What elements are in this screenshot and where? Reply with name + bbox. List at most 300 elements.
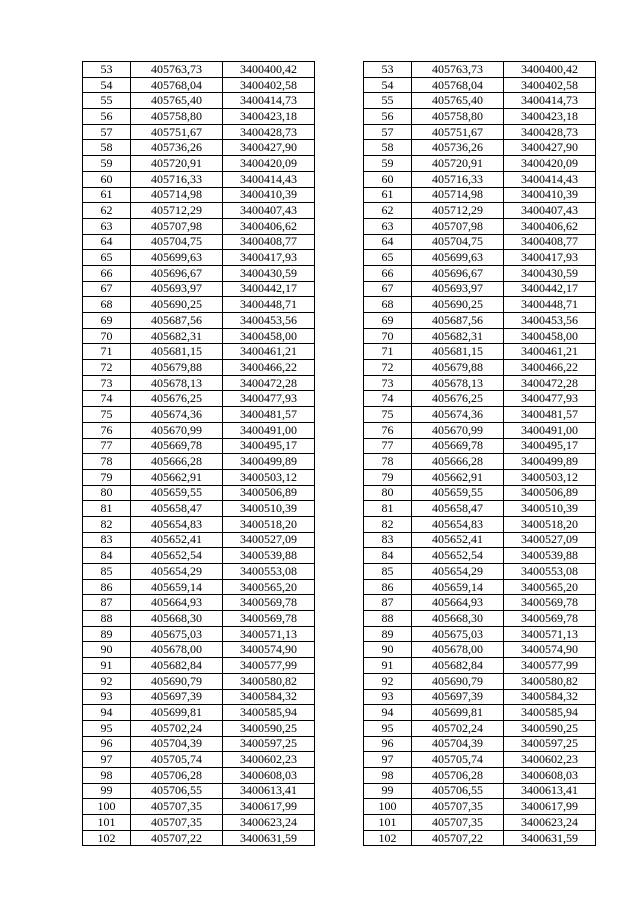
right-point-number-cell: 65 [364,250,412,266]
right-y-coordinate-cell: 3400585,94 [504,705,596,721]
left-y-coordinate-cell: 3400527,09 [223,532,315,548]
left-y-coordinate-cell: 3400442,17 [223,281,315,297]
left-point-number-cell: 96 [83,736,131,752]
right-x-coordinate-cell: 405693,97 [412,281,504,297]
right-y-coordinate-cell: 3400448,71 [504,297,596,313]
right-x-coordinate-cell: 405652,41 [412,532,504,548]
right-x-coordinate-cell: 405666,28 [412,454,504,470]
right-y-coordinate-cell: 3400553,08 [504,564,596,580]
left-x-coordinate-cell: 405699,63 [131,250,223,266]
left-y-coordinate-cell: 3400423,18 [223,109,315,125]
column-gap [315,187,364,203]
left-y-coordinate-cell: 3400569,78 [223,595,315,611]
left-point-number-cell: 60 [83,171,131,187]
right-point-number-cell: 57 [364,124,412,140]
right-point-number-cell: 70 [364,328,412,344]
left-x-coordinate-cell: 405714,98 [131,187,223,203]
left-x-coordinate-cell: 405707,98 [131,218,223,234]
column-gap [315,375,364,391]
left-x-coordinate-cell: 405670,99 [131,422,223,438]
left-x-coordinate-cell: 405664,93 [131,595,223,611]
right-x-coordinate-cell: 405697,39 [412,689,504,705]
right-point-number-cell: 84 [364,548,412,564]
column-gap [315,140,364,156]
right-x-coordinate-cell: 405736,26 [412,140,504,156]
left-x-coordinate-cell: 405699,81 [131,705,223,721]
table-row [83,642,596,658]
table-row [83,171,596,187]
table-row [83,689,596,705]
right-x-coordinate-cell: 405678,13 [412,375,504,391]
left-y-coordinate-cell: 3400477,93 [223,391,315,407]
left-point-number-cell: 90 [83,642,131,658]
left-x-coordinate-cell: 405690,25 [131,297,223,313]
left-y-coordinate-cell: 3400608,03 [223,767,315,783]
left-x-coordinate-cell: 405676,25 [131,391,223,407]
column-gap [315,626,364,642]
left-x-coordinate-cell: 405712,29 [131,203,223,219]
right-x-coordinate-cell: 405676,25 [412,391,504,407]
column-gap [315,689,364,705]
left-y-coordinate-cell: 3400565,20 [223,579,315,595]
left-y-coordinate-cell: 3400574,90 [223,642,315,658]
right-point-number-cell: 53 [364,62,412,78]
left-point-number-cell: 88 [83,611,131,627]
right-point-number-cell: 83 [364,532,412,548]
right-point-number-cell: 68 [364,297,412,313]
left-y-coordinate-cell: 3400539,88 [223,548,315,564]
right-y-coordinate-cell: 3400491,00 [504,422,596,438]
left-point-number-cell: 94 [83,705,131,721]
left-x-coordinate-cell: 405678,00 [131,642,223,658]
right-x-coordinate-cell: 405758,80 [412,109,504,125]
right-y-coordinate-cell: 3400623,24 [504,815,596,831]
right-y-coordinate-cell: 3400408,77 [504,234,596,250]
left-x-coordinate-cell: 405659,55 [131,485,223,501]
left-x-coordinate-cell: 405654,83 [131,516,223,532]
left-point-number-cell: 99 [83,783,131,799]
column-gap [315,407,364,423]
column-gap [315,77,364,93]
left-point-number-cell: 81 [83,501,131,517]
left-point-number-cell: 82 [83,516,131,532]
left-point-number-cell: 98 [83,767,131,783]
right-x-coordinate-cell: 405716,33 [412,171,504,187]
column-gap [315,516,364,532]
right-y-coordinate-cell: 3400617,99 [504,799,596,815]
left-x-coordinate-cell: 405679,88 [131,360,223,376]
left-y-coordinate-cell: 3400472,28 [223,375,315,391]
column-gap [315,344,364,360]
table-row [83,344,596,360]
left-point-number-cell: 78 [83,454,131,470]
table-row [83,422,596,438]
right-point-number-cell: 58 [364,140,412,156]
column-gap [315,736,364,752]
right-y-coordinate-cell: 3400420,09 [504,156,596,172]
right-y-coordinate-cell: 3400602,23 [504,752,596,768]
column-gap [315,501,364,517]
right-point-number-cell: 69 [364,313,412,329]
right-x-coordinate-cell: 405707,98 [412,218,504,234]
right-y-coordinate-cell: 3400569,78 [504,595,596,611]
column-gap [315,830,364,846]
table-row [83,564,596,580]
right-y-coordinate-cell: 3400466,22 [504,360,596,376]
right-x-coordinate-cell: 405690,79 [412,673,504,689]
right-point-number-cell: 62 [364,203,412,219]
left-y-coordinate-cell: 3400510,39 [223,501,315,517]
right-x-coordinate-cell: 405705,74 [412,752,504,768]
right-x-coordinate-cell: 405751,67 [412,124,504,140]
right-x-coordinate-cell: 405681,15 [412,344,504,360]
right-point-number-cell: 86 [364,579,412,595]
left-x-coordinate-cell: 405678,13 [131,375,223,391]
left-y-coordinate-cell: 3400420,09 [223,156,315,172]
table-row [83,156,596,172]
left-x-coordinate-cell: 405758,80 [131,109,223,125]
right-point-number-cell: 74 [364,391,412,407]
left-x-coordinate-cell: 405768,04 [131,77,223,93]
right-y-coordinate-cell: 3400518,20 [504,516,596,532]
left-point-number-cell: 89 [83,626,131,642]
left-y-coordinate-cell: 3400428,73 [223,124,315,140]
table-row [83,548,596,564]
left-y-coordinate-cell: 3400400,42 [223,62,315,78]
column-gap [315,124,364,140]
right-x-coordinate-cell: 405690,25 [412,297,504,313]
right-x-coordinate-cell: 405704,75 [412,234,504,250]
right-point-number-cell: 76 [364,422,412,438]
table-row [83,218,596,234]
right-x-coordinate-cell: 405768,04 [412,77,504,93]
table-row [83,313,596,329]
right-y-coordinate-cell: 3400613,41 [504,783,596,799]
left-y-coordinate-cell: 3400597,25 [223,736,315,752]
right-point-number-cell: 94 [364,705,412,721]
right-point-number-cell: 55 [364,93,412,109]
right-y-coordinate-cell: 3400597,25 [504,736,596,752]
right-y-coordinate-cell: 3400442,17 [504,281,596,297]
left-point-number-cell: 66 [83,265,131,281]
column-gap [315,642,364,658]
right-x-coordinate-cell: 405707,35 [412,799,504,815]
table-row [83,203,596,219]
left-y-coordinate-cell: 3400481,57 [223,407,315,423]
right-x-coordinate-cell: 405682,84 [412,658,504,674]
right-y-coordinate-cell: 3400427,90 [504,140,596,156]
left-y-coordinate-cell: 3400453,56 [223,313,315,329]
left-y-coordinate-cell: 3400503,12 [223,469,315,485]
right-point-number-cell: 90 [364,642,412,658]
table-row [83,360,596,376]
right-y-coordinate-cell: 3400577,99 [504,658,596,674]
right-y-coordinate-cell: 3400569,78 [504,611,596,627]
table-row [83,595,596,611]
table-row [83,124,596,140]
left-x-coordinate-cell: 405669,78 [131,438,223,454]
left-x-coordinate-cell: 405706,28 [131,767,223,783]
column-gap [315,673,364,689]
table-row [83,454,596,470]
table-row [83,579,596,595]
right-y-coordinate-cell: 3400406,62 [504,218,596,234]
right-x-coordinate-cell: 405706,55 [412,783,504,799]
table-row [83,438,596,454]
right-y-coordinate-cell: 3400472,28 [504,375,596,391]
column-gap [315,595,364,611]
right-point-number-cell: 82 [364,516,412,532]
table-row [83,375,596,391]
table-row [83,469,596,485]
left-point-number-cell: 77 [83,438,131,454]
left-point-number-cell: 69 [83,313,131,329]
left-y-coordinate-cell: 3400499,89 [223,454,315,470]
table-row [83,250,596,266]
left-x-coordinate-cell: 405682,31 [131,328,223,344]
left-point-number-cell: 67 [83,281,131,297]
right-x-coordinate-cell: 405654,29 [412,564,504,580]
column-gap [315,313,364,329]
right-y-coordinate-cell: 3400584,32 [504,689,596,705]
left-point-number-cell: 95 [83,720,131,736]
right-x-coordinate-cell: 405699,81 [412,705,504,721]
right-y-coordinate-cell: 3400414,43 [504,171,596,187]
right-x-coordinate-cell: 405707,22 [412,830,504,846]
right-point-number-cell: 92 [364,673,412,689]
column-gap [315,783,364,799]
right-point-number-cell: 96 [364,736,412,752]
right-y-coordinate-cell: 3400499,89 [504,454,596,470]
right-point-number-cell: 80 [364,485,412,501]
table-row [83,720,596,736]
right-y-coordinate-cell: 3400503,12 [504,469,596,485]
right-point-number-cell: 63 [364,218,412,234]
left-x-coordinate-cell: 405654,29 [131,564,223,580]
right-point-number-cell: 66 [364,265,412,281]
right-x-coordinate-cell: 405682,31 [412,328,504,344]
right-y-coordinate-cell: 3400565,20 [504,579,596,595]
table-row [83,109,596,125]
right-x-coordinate-cell: 405699,63 [412,250,504,266]
left-y-coordinate-cell: 3400580,82 [223,673,315,689]
right-point-number-cell: 81 [364,501,412,517]
table-row [83,93,596,109]
left-point-number-cell: 73 [83,375,131,391]
left-point-number-cell: 100 [83,799,131,815]
left-y-coordinate-cell: 3400458,00 [223,328,315,344]
table-row [83,77,596,93]
left-y-coordinate-cell: 3400402,58 [223,77,315,93]
column-gap [315,720,364,736]
right-x-coordinate-cell: 405668,30 [412,611,504,627]
left-x-coordinate-cell: 405693,97 [131,281,223,297]
table-row [83,407,596,423]
left-point-number-cell: 63 [83,218,131,234]
left-x-coordinate-cell: 405706,55 [131,783,223,799]
right-point-number-cell: 79 [364,469,412,485]
right-point-number-cell: 54 [364,77,412,93]
right-y-coordinate-cell: 3400402,58 [504,77,596,93]
column-gap [315,156,364,172]
table-row [83,658,596,674]
left-x-coordinate-cell: 405751,67 [131,124,223,140]
column-gap [315,93,364,109]
right-point-number-cell: 77 [364,438,412,454]
left-x-coordinate-cell: 405707,35 [131,799,223,815]
left-x-coordinate-cell: 405675,03 [131,626,223,642]
column-gap [315,171,364,187]
left-y-coordinate-cell: 3400417,93 [223,250,315,266]
right-x-coordinate-cell: 405659,14 [412,579,504,595]
right-x-coordinate-cell: 405706,28 [412,767,504,783]
left-y-coordinate-cell: 3400553,08 [223,564,315,580]
left-y-coordinate-cell: 3400613,41 [223,783,315,799]
left-y-coordinate-cell: 3400414,43 [223,171,315,187]
right-y-coordinate-cell: 3400430,59 [504,265,596,281]
left-y-coordinate-cell: 3400584,32 [223,689,315,705]
column-gap [315,250,364,266]
right-y-coordinate-cell: 3400461,21 [504,344,596,360]
left-y-coordinate-cell: 3400461,21 [223,344,315,360]
column-gap [315,281,364,297]
right-y-coordinate-cell: 3400506,89 [504,485,596,501]
left-y-coordinate-cell: 3400448,71 [223,297,315,313]
right-y-coordinate-cell: 3400400,42 [504,62,596,78]
left-y-coordinate-cell: 3400414,73 [223,93,315,109]
left-point-number-cell: 54 [83,77,131,93]
left-x-coordinate-cell: 405668,30 [131,611,223,627]
right-x-coordinate-cell: 405712,29 [412,203,504,219]
right-x-coordinate-cell: 405696,67 [412,265,504,281]
left-x-coordinate-cell: 405707,35 [131,815,223,831]
right-y-coordinate-cell: 3400571,13 [504,626,596,642]
left-point-number-cell: 86 [83,579,131,595]
right-x-coordinate-cell: 405678,00 [412,642,504,658]
column-gap [315,454,364,470]
right-point-number-cell: 89 [364,626,412,642]
left-y-coordinate-cell: 3400617,99 [223,799,315,815]
left-y-coordinate-cell: 3400495,17 [223,438,315,454]
column-gap [315,328,364,344]
right-x-coordinate-cell: 405765,40 [412,93,504,109]
right-x-coordinate-cell: 405763,73 [412,62,504,78]
left-x-coordinate-cell: 405707,22 [131,830,223,846]
right-y-coordinate-cell: 3400631,59 [504,830,596,846]
table-row [83,328,596,344]
left-y-coordinate-cell: 3400410,39 [223,187,315,203]
right-point-number-cell: 98 [364,767,412,783]
left-point-number-cell: 68 [83,297,131,313]
column-gap [315,799,364,815]
left-y-coordinate-cell: 3400491,00 [223,422,315,438]
left-point-number-cell: 75 [83,407,131,423]
right-point-number-cell: 88 [364,611,412,627]
left-y-coordinate-cell: 3400623,24 [223,815,315,831]
table-row [83,673,596,689]
column-gap [315,579,364,595]
table-row [83,485,596,501]
left-point-number-cell: 85 [83,564,131,580]
table-row [83,815,596,831]
right-x-coordinate-cell: 405674,36 [412,407,504,423]
left-x-coordinate-cell: 405720,91 [131,156,223,172]
right-x-coordinate-cell: 405654,83 [412,516,504,532]
left-point-number-cell: 83 [83,532,131,548]
right-point-number-cell: 99 [364,783,412,799]
coordinates-table-body [83,62,596,846]
table-row [83,736,596,752]
table-row [83,830,596,846]
right-x-coordinate-cell: 405707,35 [412,815,504,831]
left-point-number-cell: 61 [83,187,131,203]
right-y-coordinate-cell: 3400495,17 [504,438,596,454]
right-point-number-cell: 72 [364,360,412,376]
table-row [83,140,596,156]
right-point-number-cell: 64 [364,234,412,250]
column-gap [315,611,364,627]
table-row [83,767,596,783]
right-y-coordinate-cell: 3400414,73 [504,93,596,109]
right-x-coordinate-cell: 405658,47 [412,501,504,517]
left-x-coordinate-cell: 405687,56 [131,313,223,329]
table-row [83,187,596,203]
right-point-number-cell: 73 [364,375,412,391]
right-point-number-cell: 93 [364,689,412,705]
left-y-coordinate-cell: 3400602,23 [223,752,315,768]
left-x-coordinate-cell: 405652,54 [131,548,223,564]
left-point-number-cell: 102 [83,830,131,846]
left-x-coordinate-cell: 405716,33 [131,171,223,187]
right-point-number-cell: 71 [364,344,412,360]
coordinates-table [82,61,596,846]
column-gap [315,815,364,831]
column-gap [315,658,364,674]
left-point-number-cell: 79 [83,469,131,485]
column-gap [315,360,364,376]
table-row [83,516,596,532]
left-y-coordinate-cell: 3400569,78 [223,611,315,627]
right-y-coordinate-cell: 3400608,03 [504,767,596,783]
table-row [83,501,596,517]
right-y-coordinate-cell: 3400428,73 [504,124,596,140]
column-gap [315,564,364,580]
right-y-coordinate-cell: 3400417,93 [504,250,596,266]
left-y-coordinate-cell: 3400407,43 [223,203,315,219]
left-y-coordinate-cell: 3400585,94 [223,705,315,721]
column-gap [315,705,364,721]
right-x-coordinate-cell: 405675,03 [412,626,504,642]
left-x-coordinate-cell: 405697,39 [131,689,223,705]
column-gap [315,297,364,313]
left-x-coordinate-cell: 405704,39 [131,736,223,752]
left-x-coordinate-cell: 405763,73 [131,62,223,78]
left-point-number-cell: 76 [83,422,131,438]
left-point-number-cell: 64 [83,234,131,250]
column-gap [315,485,364,501]
right-x-coordinate-cell: 405670,99 [412,422,504,438]
left-x-coordinate-cell: 405736,26 [131,140,223,156]
table-row [83,752,596,768]
left-y-coordinate-cell: 3400631,59 [223,830,315,846]
left-point-number-cell: 70 [83,328,131,344]
table-row [83,799,596,815]
left-y-coordinate-cell: 3400408,77 [223,234,315,250]
left-x-coordinate-cell: 405652,41 [131,532,223,548]
column-gap [315,391,364,407]
right-x-coordinate-cell: 405714,98 [412,187,504,203]
right-x-coordinate-cell: 405652,54 [412,548,504,564]
